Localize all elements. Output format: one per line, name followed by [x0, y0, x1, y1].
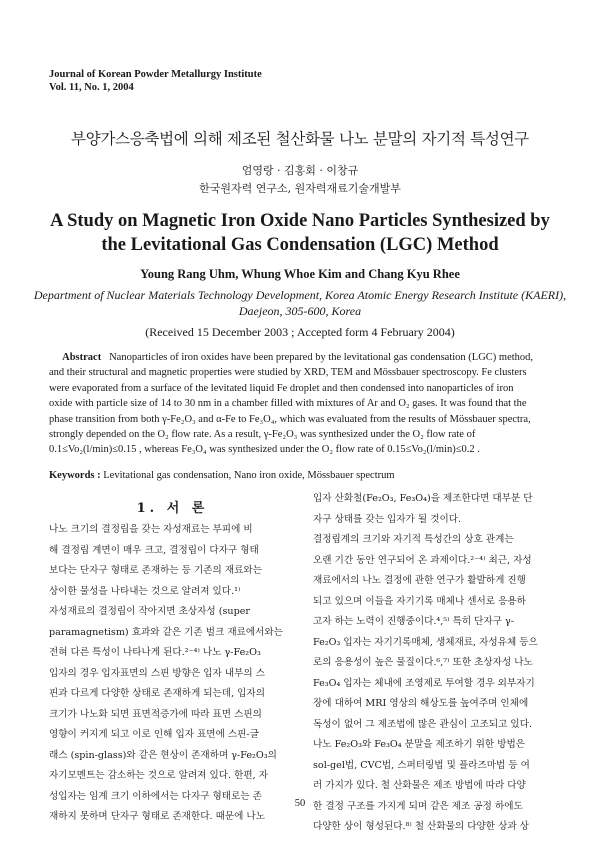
body-line: 오랜 기간 동안 연구되어 온 과제이다.²⁻⁴⁾ 최근, 자성: [313, 554, 532, 566]
body-line: 크기가 나노화 되면 표면적증가에 따라 표면 스핀의: [49, 708, 262, 720]
korean-authors: 엄영랑 · 김홍회 · 이창규: [241, 164, 359, 177]
page-number: 50: [294, 798, 306, 809]
abstract-line: 0.1≤Vo₂(l/min)≤0.15 , whereas Fe₃O₄ was synthesized under the O₂ flow rate of 0.15≤Vo₂(l/min)≤0.2 .: [49, 444, 480, 456]
body-line: 결정립계의 크기와 자기적 특성간의 상호 관계는: [313, 534, 514, 545]
abstract-line: strongly depended on the O₂ flow rate. As a result, γ-Fe₂O₃ was synthesized under the O₂ flow rate of: [49, 429, 476, 441]
body-line: 핀과 다르게 다양한 상태로 존재하게 되는데, 입자의: [49, 688, 265, 699]
body-line: 자기모멘트는 감소하는 것으로 알려져 있다. 한편, 자: [49, 770, 269, 781]
english-title-line: the Levitational Gas Condensation (LGC) Method: [101, 235, 499, 255]
right-column: [313, 489, 558, 838]
abstract-line: [49, 350, 555, 365]
abstract-line: and their structural and magnetic properties were studied by XRD, TEM and Mössbauer spectroscopy. Fe clusters: [49, 367, 527, 379]
keywords: [49, 470, 555, 481]
abstract-text: Nanoparticles of iron oxides have been prepared by the levitational gas condensation (LGC) method,: [109, 352, 534, 363]
keywords-heading: Keywords :: [49, 470, 101, 481]
body-line: 한 결정 구조를 가지게 되며 같은 제조 공정 하에도: [313, 800, 523, 812]
body-line: 성입자는 임계 크기 이하에서는 다자구 형태로는 존: [49, 790, 262, 802]
body-line: 로의 응용성이 높은 물질이다.⁶,⁷⁾ 또한 초상자성 나노: [313, 657, 533, 668]
body-line: 다양한 상이 형성된다.⁸⁾ 철 산화물의 다양한 상과 상: [313, 821, 529, 832]
body-line: 전혀 다른 특성이 나타나게 된다.²⁻⁴⁾ 나노 γ-Fe₂O₃: [49, 647, 261, 658]
english-authors: Young Rang Uhm, Whung Whoe Kim and Chang Kyu Rhee: [140, 267, 460, 281]
left-column: [49, 520, 296, 828]
english-title: [0, 209, 600, 257]
body-line: 입자의 경우 입자표면의 스핀 방향은 입자 내부의 스: [49, 667, 265, 679]
body-line: Fe₃O₄ 입자는 체내에 조영제로 투여할 경우 외부자기: [313, 677, 535, 689]
body-line: Fe₂O₃ 입자는 자기기록매체, 생체재료, 자성유체 등으: [313, 636, 538, 648]
body-line: 자성재료의 결정립이 작아지면 초상자성 (super: [49, 606, 250, 617]
body-line: 재료에서의 나노 결정에 관한 연구가 활발하게 진행: [313, 575, 526, 586]
body-line: 나노 Fe₂O₃와 Fe₃O₄ 분말을 제조하기 위한 방법은: [313, 739, 526, 750]
body-line: 입자 산화철(Fe₂O₃, Fe₃O₄)을 제조한다면 대부분 단: [313, 493, 533, 504]
abstract-line: phase transition from both γ-Fe₂O₃ and α-Fe to Fe₃O₄, which was evaluated from the results of Mössbauer spectra,: [49, 413, 531, 425]
body-line: 재하지 못하며 단자구 형태로 존재한다. 때문에 나노: [49, 811, 265, 822]
korean-affiliation: 한국원자력 연구소, 원자력재료기술개발부: [199, 182, 401, 195]
section-heading: 1. 서 론: [136, 501, 209, 516]
english-affiliation: [0, 287, 600, 319]
body-line: 보다는 단자구 형태로 존재하는 등 기존의 재료와는: [49, 565, 262, 576]
journal-header: [49, 68, 262, 94]
english-title-line: A Study on Magnetic Iron Oxide Nano Particles Synthesized by: [50, 211, 550, 231]
body-line: 나노 크기의 결정립을 갖는 자성재료는 부피에 비: [49, 524, 253, 535]
body-line: 영향이 커지게 되고 이로 인해 입자 표면에 스핀-글: [49, 729, 259, 740]
received-dates: (Received 15 December 2003 ; Accepted form 4 February 2004): [145, 325, 455, 339]
abstract: [49, 350, 555, 458]
journal-name: Journal of Korean Powder Metallurgy Institute: [49, 69, 262, 80]
body-line: 상이한 물성을 나타내는 것으로 알려져 있다.¹⁾: [49, 585, 241, 597]
affiliation-line: Daejeon, 305-600, Korea: [238, 304, 362, 318]
korean-title: 부양가스응축법에 의해 제조된 철산화물 나노 분말의 자기적 특성연구: [71, 130, 529, 148]
body-line: 자구 상태를 갖는 입자가 될 것이다.: [313, 513, 462, 525]
abstract-line: oxide with particle size of 14 to 30 nm in a chamber filled with mixtures of Ar and O₂ gases. It was found that the: [49, 398, 527, 410]
body-line: 래스 (spin-glass)와 같은 현상이 존재하며 γ-Fe₂O₃의: [49, 749, 277, 761]
affiliation-line: Department of Nuclear Materials Technology Development, Korea Atomic Energy Research Institute (KAERI),: [33, 288, 567, 302]
body-line: 러 가지가 있다. 철 산화물은 제조 방법에 따라 다양: [313, 780, 526, 791]
body-line: sol-gel법, CVC법, 스퍼터링법 및 플라즈마법 등 여: [313, 759, 530, 771]
body-line: 고자 하는 노력이 진행중이다.⁴,⁵⁾ 특히 단자구 γ-: [313, 616, 514, 627]
body-line: 장에 대하여 MRI 영상의 해상도를 높여주며 인체에: [313, 698, 529, 709]
body-line: 독성이 없어 그 제조법에 많은 관심이 고조되고 있다.: [313, 718, 533, 730]
abstract-heading: Abstract: [62, 352, 102, 363]
body-line: 되고 있으며 이들을 자기기록 매체나 센서로 응용하: [313, 595, 526, 607]
abstract-line: were evaporated from a surface of the levitated liquid Fe droplet and then condensed into nanoparticles of iron: [49, 382, 514, 394]
body-line: 해 결정립 계면이 매우 크고, 결정립이 다자구 형태: [49, 544, 259, 556]
journal-volume: Vol. 11, No. 1, 2004: [49, 82, 134, 93]
keywords-text: Levitational gas condensation, Nano iron oxide, Mössbauer spectrum: [103, 470, 395, 481]
body-line: paramagnetism) 효과와 같은 기존 벌크 재료에서와는: [49, 626, 283, 638]
